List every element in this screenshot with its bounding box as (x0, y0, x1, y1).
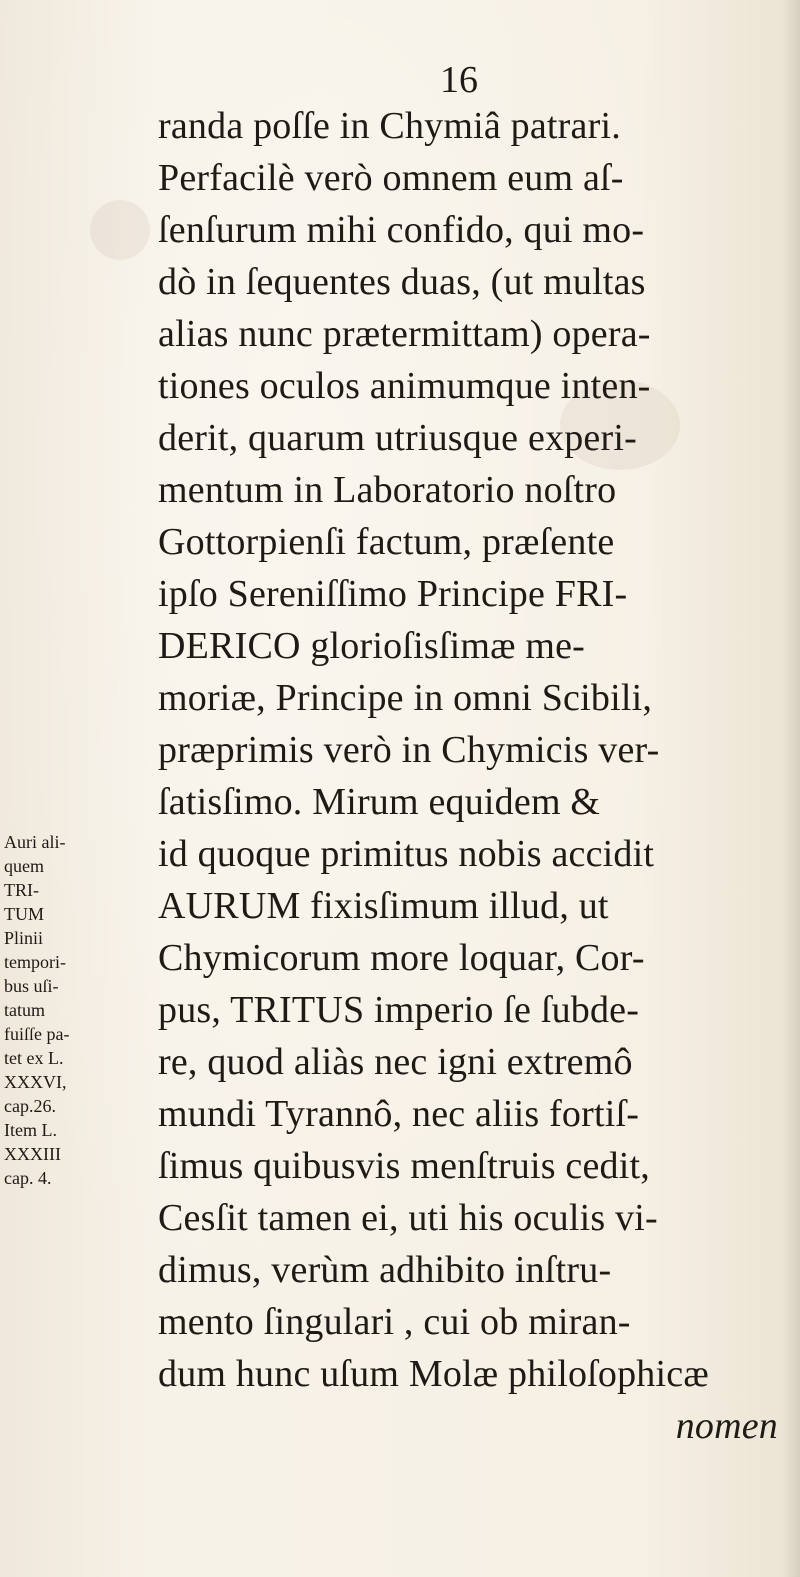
text-line: tiones oculos animumque inten- (158, 365, 651, 407)
text-line: Chymicorum more loquar, Cor- (158, 937, 645, 979)
text-line: moriæ, Principe in omni Scibili, (158, 677, 653, 719)
text-line: ipſo Sereniſſimo Principe FRI- (158, 573, 628, 615)
margin-note-line: TUM (4, 904, 44, 924)
text-line: mento ſingulari , cui ob miran- (158, 1301, 631, 1343)
margin-note-line: XXXVI, (4, 1072, 67, 1092)
catchword: nomen (675, 1405, 778, 1447)
text-line: Cesſit tamen ei, uti his oculis vi- (158, 1197, 658, 1239)
text-line: DERICO glorioſisſimæ me- (158, 625, 586, 667)
text-line: ſimus quibusvis menſtruis cedit, (158, 1145, 650, 1187)
text-line: randa poſſe in Chymiâ patrari. (158, 105, 621, 147)
margin-note-line: TRI- (4, 880, 39, 900)
margin-note (0, 830, 160, 1190)
paper-stain (90, 200, 150, 260)
margin-note-line: tatum (4, 1000, 45, 1020)
page-number: 16 (440, 59, 478, 101)
text-line: re, quod aliàs nec igni extremô (158, 1041, 633, 1083)
text-line: dimus, verùm adhibito inſtru- (158, 1249, 612, 1291)
margin-note-line: Plinii (4, 928, 44, 948)
text-line: dò in ſequentes duas, (ut multas (158, 261, 646, 303)
text-line: præprimis verò in Chymicis ver- (158, 729, 660, 771)
margin-note-line: Auri ali- (4, 832, 66, 852)
main-text-block (158, 100, 798, 1452)
text-line: ſenſurum mihi confido, qui mo- (158, 209, 645, 251)
margin-note-line: tempori- (4, 952, 66, 972)
text-line: mentum in Laboratorio noſtro (158, 469, 617, 511)
text-line: pus, TRITUS imperio ſe ſubde- (158, 989, 640, 1031)
text-line: Gottorpienſi factum, præſente (158, 521, 615, 563)
margin-note-line: cap. 4. (4, 1168, 52, 1188)
margin-note-line: Item L. (4, 1120, 57, 1140)
text-line: mundi Tyrannô, nec aliis fortiſ- (158, 1093, 640, 1135)
text-line: id quoque primitus nobis accidit (158, 833, 655, 875)
margin-note-line: XXXIII (4, 1144, 61, 1164)
margin-note-line: cap.26. (4, 1096, 56, 1116)
text-line: Perfacilè verò omnem eum aſ- (158, 157, 624, 199)
text-line: derit, quarum utriusque experi- (158, 417, 637, 459)
margin-note-line: bus uſi- (4, 976, 59, 996)
margin-note-line: quem (4, 856, 44, 876)
margin-note-line: tet ex L. (4, 1048, 64, 1068)
text-line: AURUM fixisſimum illud, ut (158, 885, 609, 927)
text-line: ſatisſimo. Mirum equidem & (158, 781, 601, 823)
text-line: alias nunc prætermittam) opera- (158, 313, 651, 355)
text-line: dum hunc uſum Molæ philoſophicæ (158, 1353, 709, 1395)
margin-note-line: fuiſſe pa- (4, 1024, 70, 1044)
